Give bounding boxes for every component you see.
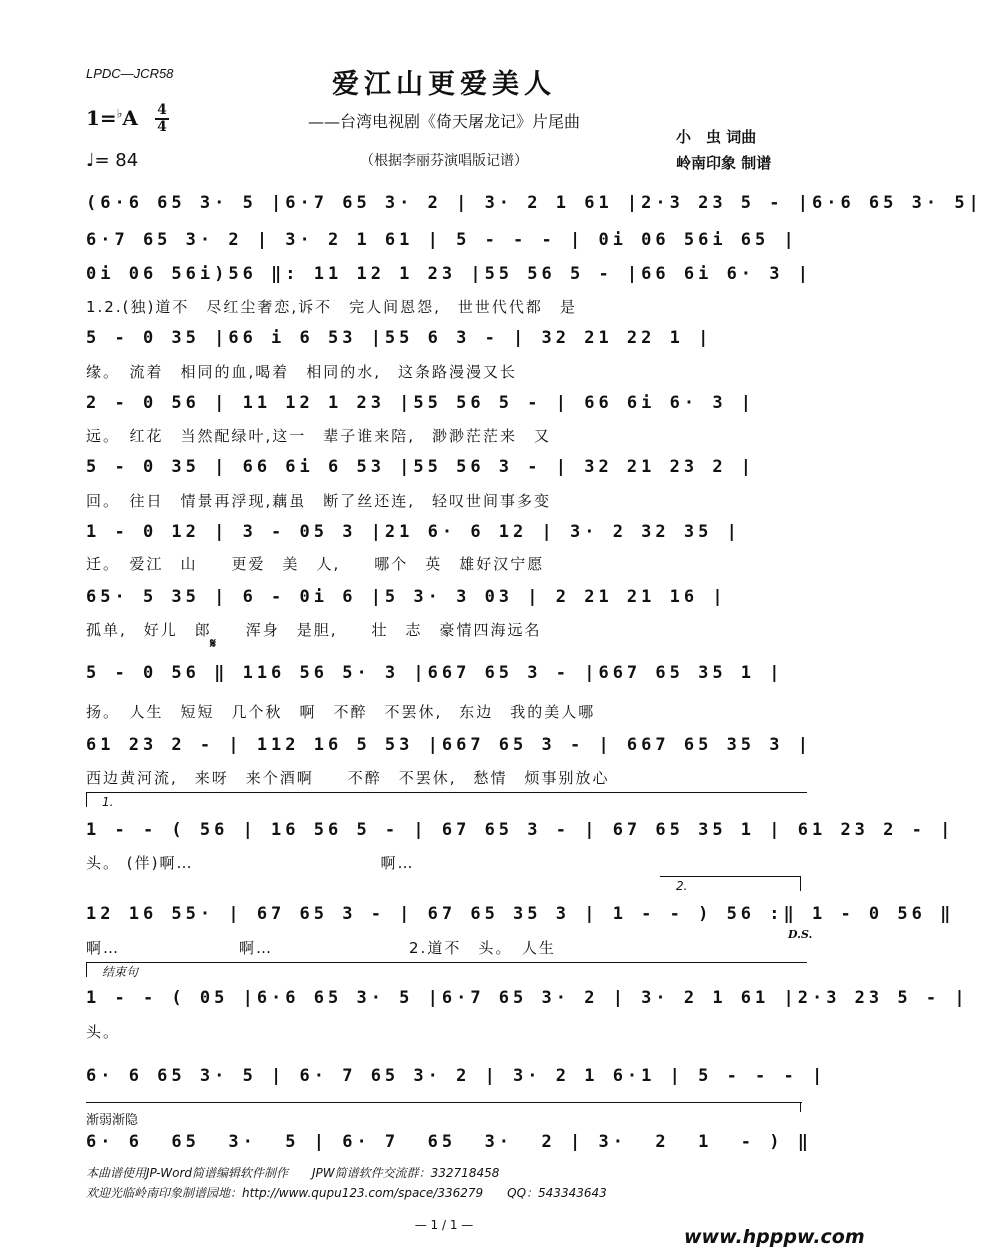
lyric-line-11: 头。	[86, 1023, 121, 1041]
transcriber-credit: 岭南印象 制谱	[676, 154, 772, 172]
music-line-10: 61 23 2 - | 112 16 5 53 |667 65 3 - | 667 65 35 3 |	[86, 735, 812, 755]
watermark-site: www.hpppw.com	[684, 1226, 865, 1248]
lyric-line-9: 头。 (伴)啊… 啊…	[86, 854, 415, 872]
dim-label: 渐弱渐隐	[86, 1113, 139, 1128]
music-line-8: 65· 5 35 | 6 - 0i 6 |5 3· 3 03 | 2 21 21 16 |	[86, 587, 727, 607]
music-line-3: 0i 06 56i)56 ‖: 11 12 1 23 |55 56 5 - |66 6i 6· 3 |	[86, 264, 812, 284]
music-line-6: 5 - 0 35 | 66 6i 6 53 |55 56 3 - | 32 21 23 2 |	[86, 457, 756, 477]
footer-software-note: 本曲谱使用JP-Word简谱编辑软件制作 JPW简谱软件交流群：332718458	[86, 1166, 500, 1180]
music-line-14: 6· 6 65 3· 5 | 6· 7 65 3· 2 | 3· 2 1 6·1 | 5 - - - |	[86, 1066, 827, 1086]
lyric-line-10: 啊… 啊… 2.道不 头。 人生	[86, 939, 556, 957]
lyric-line-3: 远。 红花 当然配绿叶,这一 辈子谁来陪, 渺渺茫茫来 又	[86, 427, 552, 445]
music-line-1: (6·6 65 3· 5 |6·7 65 3· 2 | 3· 2 1 61 |2·3 23 5 - |6·6 65 3· 5|	[86, 193, 983, 213]
time-top: 4	[157, 102, 167, 118]
song-title: 爱江山更爱美人	[332, 69, 556, 100]
ending-bracket	[86, 962, 807, 977]
music-line-13: 1 - - ( 05 |6·6 65 3· 5 |6·7 65 3· 2 | 3· 2 1 61 |2·3 23 5 - |	[86, 988, 969, 1008]
footer-website-note: 欢迎光临岭南印象制谱园地：http://www.qupu123.com/space/336279 QQ：543343643	[86, 1186, 607, 1200]
transcription-note: （根据李丽芬演唱版记谱）	[360, 153, 528, 169]
segno-sign: 𝄋	[210, 636, 217, 652]
key-note: A	[122, 106, 138, 130]
music-line-9: 5 - 0 56 ‖ 116 56 5· 3 |667 65 3 - |667 65 35 1 |	[86, 663, 784, 683]
tempo-mark: ♩= 84	[86, 150, 139, 171]
page-number: — 1 / 1 —	[414, 1218, 474, 1232]
ending-label: 结束句	[102, 965, 139, 979]
dim-bracket-line	[86, 1102, 802, 1103]
dim-bracket-tick	[800, 1102, 801, 1112]
dal-segno-mark: D.S.	[788, 928, 813, 941]
key-flat: ♭	[116, 106, 123, 121]
music-line-11: 1 - - ( 56 | 16 56 5 - | 67 65 3 - | 67 65 35 1 | 61 23 2 - |	[86, 820, 955, 840]
time-bottom: 4	[157, 119, 167, 135]
lyric-line-5: 迁。 爱江 山 更爱 美 人, 哪个 英 雄好汉宁愿	[86, 555, 545, 573]
lyric-line-6: 孤单, 好儿 郎 浑身 是胆, 壮 志 豪情四海远名	[86, 621, 542, 639]
volta-1-label: 1.	[102, 795, 114, 809]
lyric-line-7: 扬。 人生 短短 几个秋 啊 不醉 不罢休, 东边 我的美人哪	[86, 703, 596, 721]
lyric-line-8: 西边黄河流, 来呀 来个酒啊 不醉 不罢休, 愁情 烦事别放心	[86, 769, 610, 787]
time-signature	[155, 103, 169, 135]
volta-1-bracket	[86, 792, 807, 807]
music-line-2: 6·7 65 3· 2 | 3· 2 1 61 | 5 - - - | 0i 06 56i 65 |	[86, 230, 798, 250]
key-prefix: 1=	[86, 106, 117, 130]
lyric-line-4: 回。 往日 情景再浮现,藕虽 断了丝还连, 轻叹世间事多变	[86, 492, 552, 510]
lyric-music-credit: 小 虫 词曲	[676, 128, 757, 146]
volta-2-label: 2.	[676, 879, 688, 893]
music-line-7: 1 - 0 12 | 3 - 05 3 |21 6· 6 12 | 3· 2 32 35 |	[86, 522, 741, 542]
music-line-12: 12 16 55· | 67 65 3 - | 67 65 35 3 | 1 - - ) 56 :‖ 1 - 0 56 ‖	[86, 904, 955, 924]
score-code: LPDC—JCR58	[86, 66, 174, 81]
song-subtitle: ——台湾电视剧《倚天屠龙记》片尾曲	[307, 112, 580, 131]
music-line-15: 6· 6 65 3· 5 | 6· 7 65 3· 2 | 3· 2 1 - ) ‖	[86, 1132, 812, 1152]
music-line-5: 2 - 0 56 | 11 12 1 23 |55 56 5 - | 66 6i 6· 3 |	[86, 393, 756, 413]
music-line-4: 5 - 0 35 |66 i 6 53 |55 6 3 - | 32 21 22 1 |	[86, 328, 713, 348]
lyric-line-2: 缘。 流着 相同的血,喝着 相同的水, 这条路漫漫又长	[86, 363, 518, 381]
lyric-line-1: 1.2.(独)道不 尽红尘奢恋,诉不 完人间恩怨, 世世代代都 是	[86, 298, 577, 316]
key-signature	[86, 106, 138, 130]
